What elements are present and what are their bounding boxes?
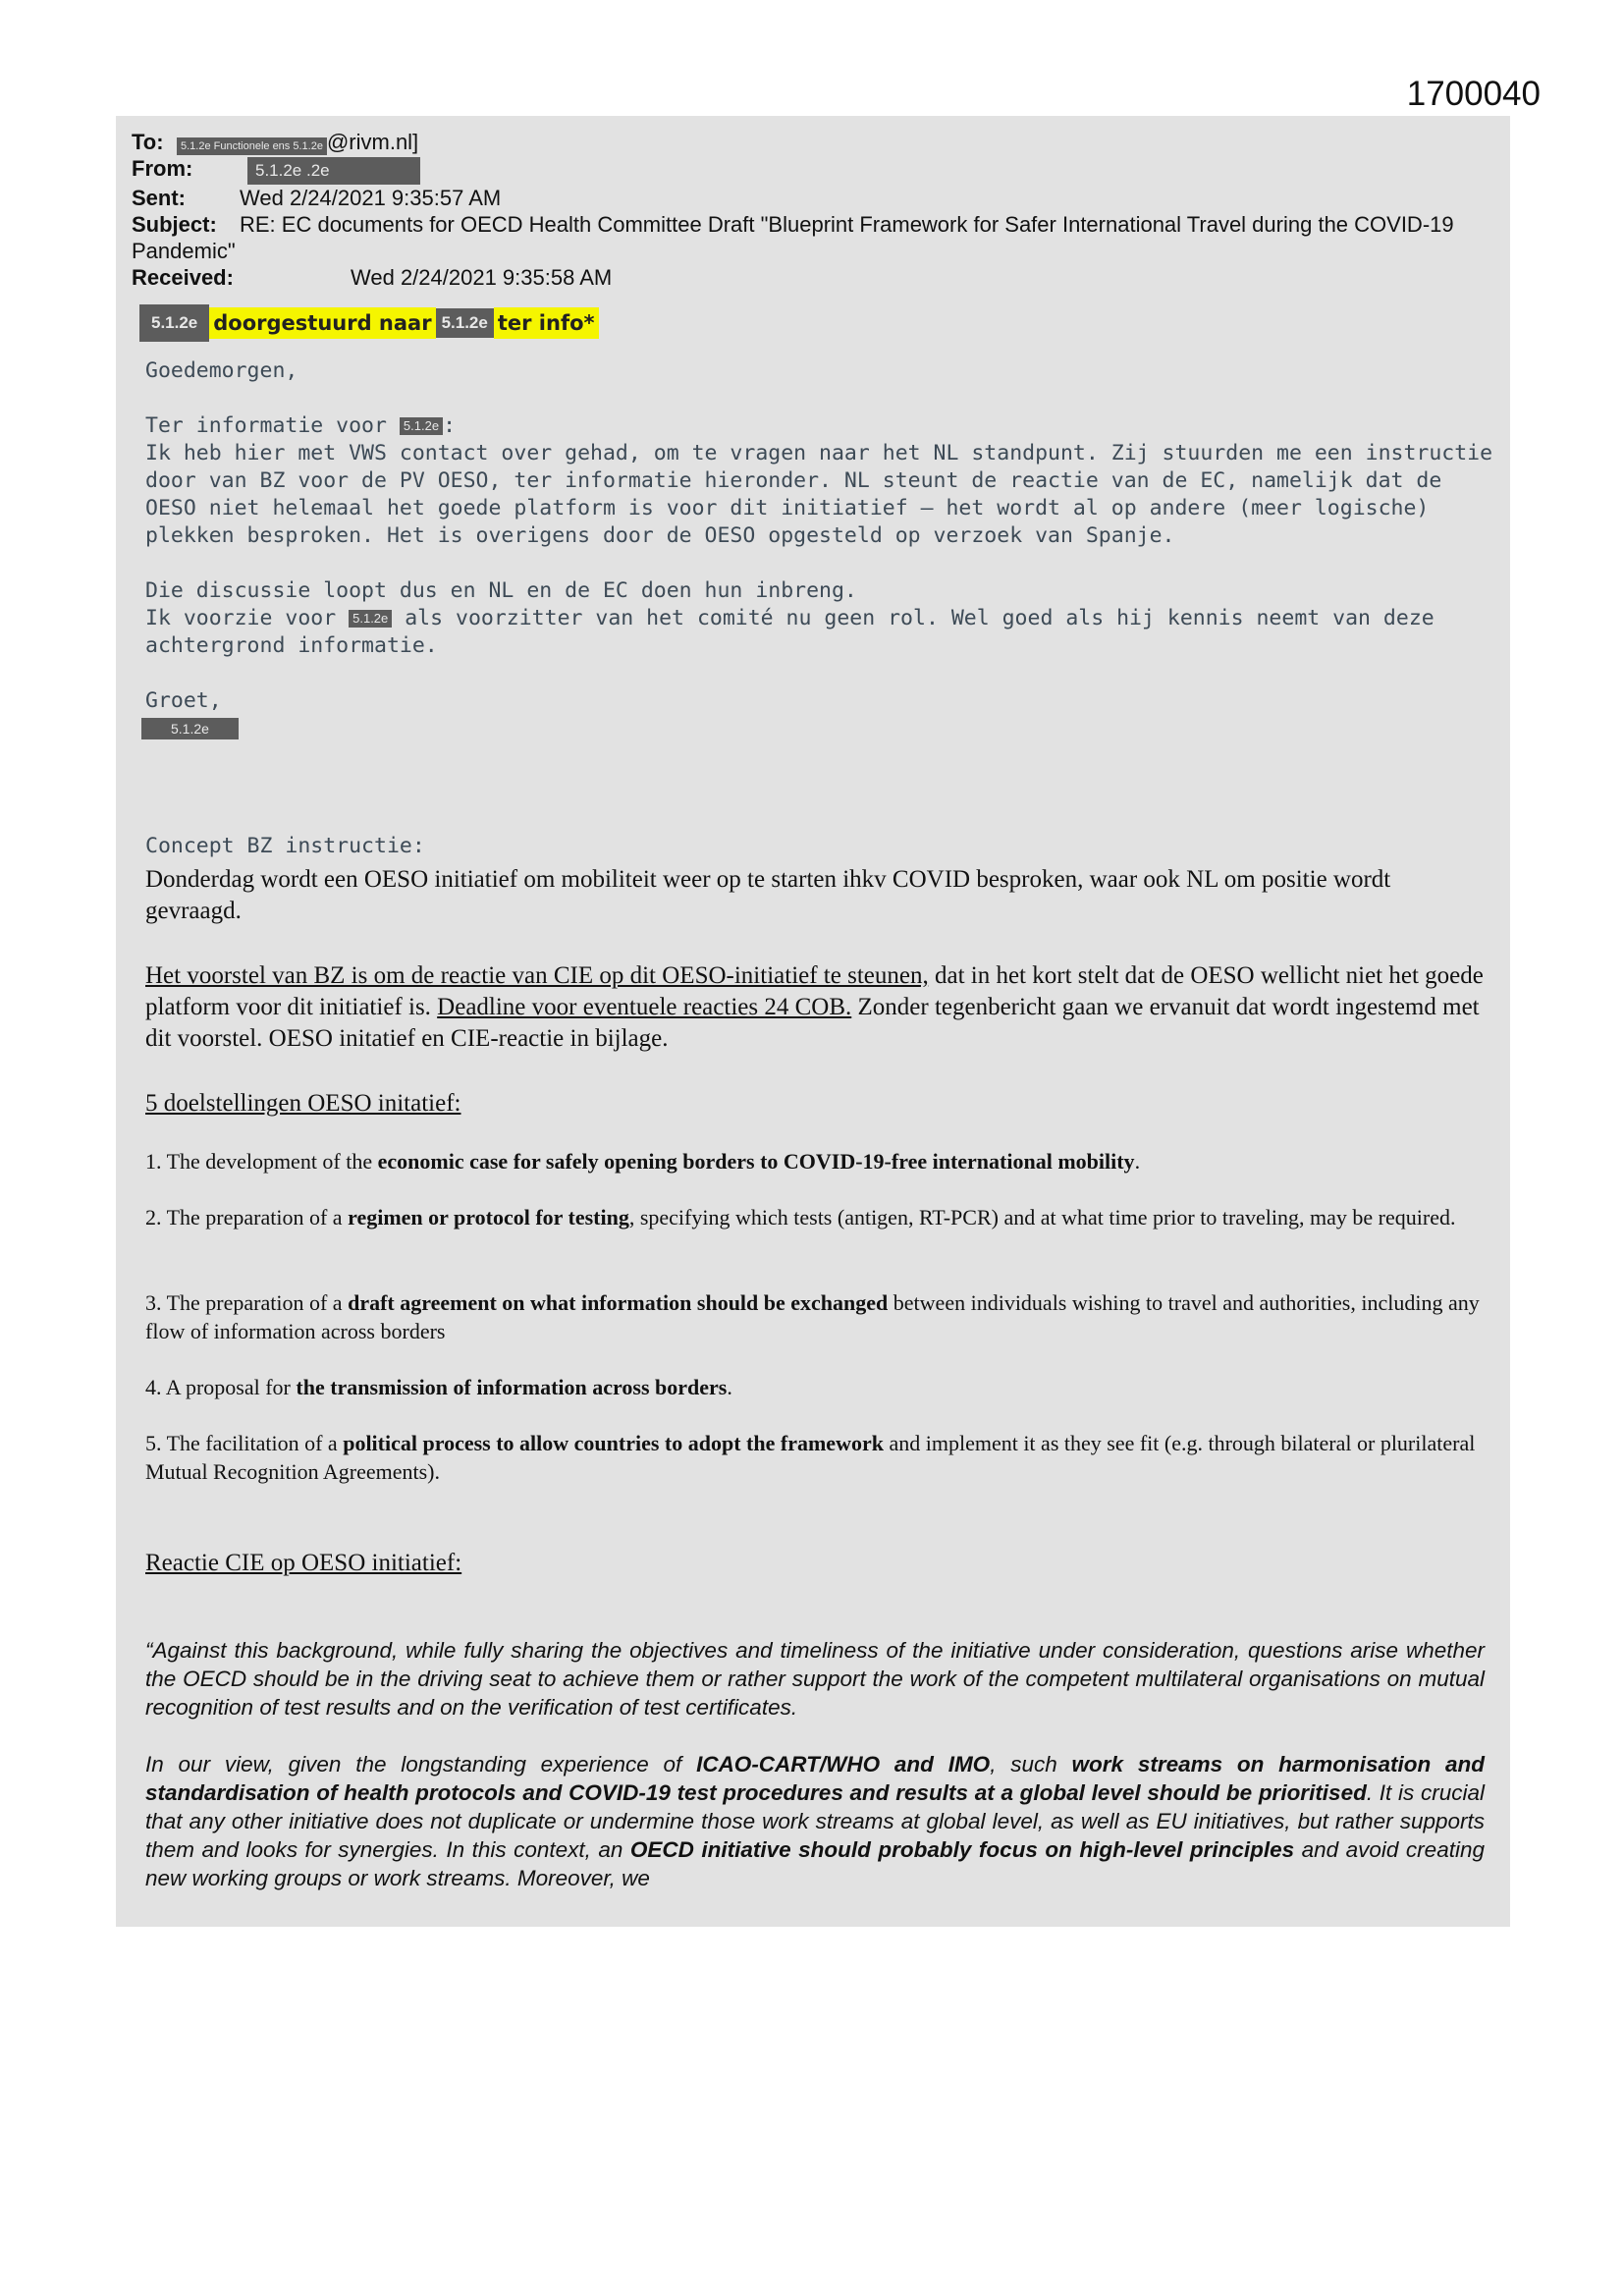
sent-value: Wed 2/24/2021 9:35:57 AM xyxy=(240,186,502,210)
info-suffix: : xyxy=(443,413,457,438)
to-suffix: @rivm.nl] xyxy=(326,130,419,154)
goal-2-post: , specifying which tests (antigen, RT-PCR) and at what time prior to traveling, may be required. xyxy=(628,1205,1456,1230)
deadline-underlined: Deadline voor eventuele reacties 24 COB. xyxy=(437,994,852,1020)
received-label: Received: xyxy=(132,265,234,290)
goal-4-post: . xyxy=(727,1375,732,1399)
paragraph-2-redaction: 5.1.2e xyxy=(349,610,392,628)
subject-row xyxy=(132,211,1494,264)
quote-2b: ICAO-CART/WHO and IMO xyxy=(696,1752,991,1777)
goal-4-pre: 4. A proposal for xyxy=(145,1375,297,1399)
subject-value: RE: EC documents for OECD Health Committee Draft "Blueprint Framework for Safer International Travel during the COVID-19 Pandemic" xyxy=(132,212,1454,263)
concept-label: Concept BZ instructie: xyxy=(145,834,425,858)
forward-banner xyxy=(139,304,1494,342)
quote-2g: and avoid creating new working groups or work streams. Moreover, we xyxy=(145,1837,1485,1890)
quote-2f: OECD initiative should probably focus on high-level principles xyxy=(629,1837,1295,1862)
info-redaction: 5.1.2e xyxy=(400,417,443,435)
goal-1-pre: 1. The development of the xyxy=(145,1149,378,1174)
info-line xyxy=(145,412,1500,440)
goal-2 xyxy=(145,1203,1485,1231)
body-paragraph-2 xyxy=(145,605,1500,660)
document-number: 1700040 xyxy=(1406,75,1541,113)
info-prefix: Ter informatie voor xyxy=(145,413,387,438)
paragraph-2-prefix: Ik voorzie voor xyxy=(145,606,337,630)
goal-1-post: . xyxy=(1134,1149,1141,1174)
proposal-text: dat in het kort stelt dat de OESO wellicht niet het goede platform voor dit initiatief is. xyxy=(145,962,1484,1020)
to-row xyxy=(132,129,1494,155)
to-redaction: 5.1.2e Functionele ens 5.1.2e xyxy=(177,137,327,155)
goal-5-post: and implement it as they see fit (e.g. through bilateral or plurilateral Mutual Recognition Agreements). xyxy=(145,1431,1476,1484)
forward-redaction-2: 5.1.2e xyxy=(436,308,494,338)
goal-3-post: between individuals wishing to travel and authorities, including any flow of information across borders xyxy=(145,1290,1480,1343)
concept-intro: Donderdag wordt een OESO initiatief om mobiliteit weer op te starten ihkv COVID besproken, waar ook NL om positie wordt gevraagd. xyxy=(145,866,1391,924)
forward-text-1: doorgestuurd naar xyxy=(209,307,435,339)
paragraph-2-suffix: als voorzitter van het comité nu geen rol. Wel goed als hij kennis neemt van deze achtergrond informatie. xyxy=(145,606,1435,658)
to-label: To: xyxy=(132,130,164,154)
goal-5-pre: 5. The facilitation of a xyxy=(145,1431,344,1455)
forward-text-2: ter info* xyxy=(494,307,599,339)
goal-1 xyxy=(145,1147,1485,1175)
goals-heading: 5 doelstellingen OESO initatief: xyxy=(145,1090,461,1117)
from-row xyxy=(132,155,1494,185)
concept-proposal xyxy=(145,960,1485,1055)
goal-2-pre: 2. The preparation of a xyxy=(145,1205,349,1230)
goal-3 xyxy=(145,1288,1485,1345)
sent-row xyxy=(132,185,1494,211)
received-value: Wed 2/24/2021 9:35:58 AM xyxy=(351,265,613,290)
goal-4-bold: the transmission of information across borders xyxy=(296,1375,728,1399)
reaction-heading: Reactie CIE op OESO initiatief: xyxy=(145,1550,462,1576)
signature-redaction: 5.1.2e xyxy=(141,718,239,739)
goal-3-pre: 3. The preparation of a xyxy=(145,1290,349,1315)
goal-4 xyxy=(145,1373,1485,1401)
quote-2a: In our view, given the longstanding experience of xyxy=(145,1752,697,1777)
quote-paragraph-2 xyxy=(145,1750,1485,1892)
goal-5-bold: political process to allow countries to adopt the framework xyxy=(343,1431,884,1455)
body-paragraph-1: Ik heb hier met VWS contact over gehad, om te vragen naar het NL standpunt. Zij stuurden me een instructie door van BZ voor de PV OESO, ter informatie hieronder. NL steunt de reactie van de EC, namelijk dat de OESO niet helemaal het goede platform is voor dit initiatief – het wordt al op andere (meer logische) plekken besproken. Het is overigens door de OESO opgesteld op verzoek van Spanje. xyxy=(145,441,1493,548)
greeting: Goedemorgen, xyxy=(145,358,298,383)
goal-5 xyxy=(145,1429,1485,1486)
email-header xyxy=(132,129,1494,291)
proposal-end: Zonder tegenbericht gaan we ervanuit dat wordt ingestemd met dit voorstel. OESO initatief en CIE-reactie in bijlage. xyxy=(145,994,1480,1052)
quote-2e: . It is crucial that any other initiative does not duplicate or undermine those work streams at global level, as well as EU initiatives, but rather supports them and looks for synergies. In this context, an xyxy=(145,1780,1485,1862)
quote-paragraph-1: “Against this background, while fully sharing the objectives and timeliness of the initiative under consideration, questions arise whether the OECD should be in the driving seat to achieve them or rather support the work of the competent multilateral organisations on mutual recognition of test results and on the verification of test certificates. xyxy=(145,1638,1485,1720)
goal-1-bold: economic case for safely opening borders to COVID-19-free international mobility xyxy=(377,1149,1135,1174)
quote-2d: work streams on harmonisation and standardisation of health protocols and COVID-19 test procedures and results at a global level should be prioritised xyxy=(145,1752,1485,1805)
sent-label: Sent: xyxy=(132,186,186,210)
email-body xyxy=(145,357,1500,742)
goal-2-bold: regimen or protocol for testing xyxy=(348,1205,629,1230)
received-row xyxy=(132,264,1494,291)
quote-2c: , such xyxy=(990,1752,1072,1777)
subject-label: Subject: xyxy=(132,212,217,237)
proposal-underlined: Het voorstel van BZ is om de reactie van CIE op dit OESO-initiatief te steunen, xyxy=(145,962,929,989)
closing: Groet, xyxy=(145,688,222,713)
from-redaction: 5.1.2e .2e xyxy=(247,157,420,185)
from-label: From: xyxy=(132,156,193,181)
goal-3-bold: draft agreement on what information should be exchanged xyxy=(348,1290,889,1315)
body-paragraph-2-line-1: Die discussie loopt dus en NL en de EC doen hun inbreng. xyxy=(145,578,857,603)
forward-redaction-1: 5.1.2e xyxy=(139,304,209,342)
